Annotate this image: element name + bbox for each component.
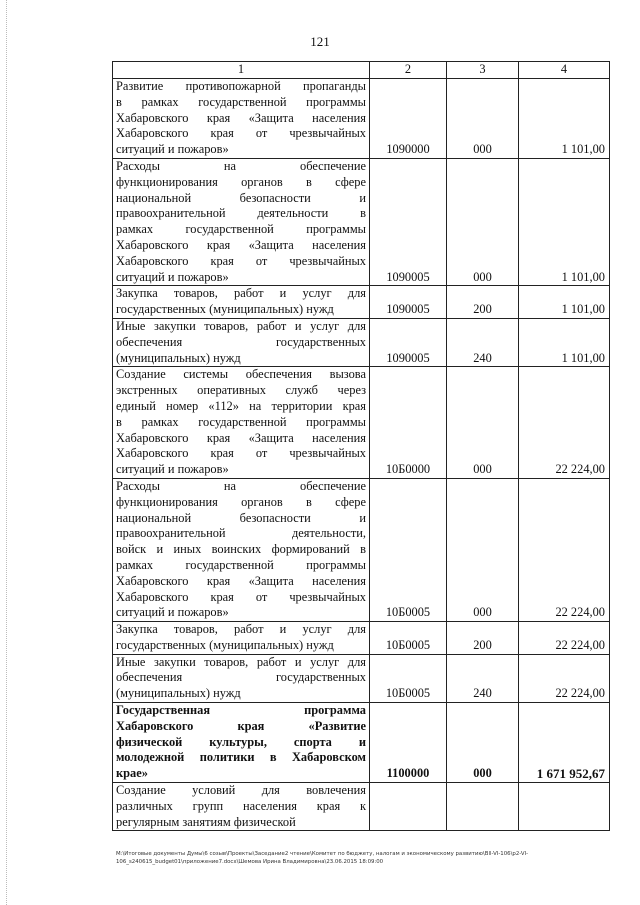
row-expense-type: 240 bbox=[447, 654, 519, 702]
table-header-row bbox=[113, 62, 610, 79]
column-header-1: 1 bbox=[113, 62, 370, 79]
description-line: войск и иных воинских формирований в bbox=[116, 542, 366, 557]
description-line: Хабаровского края от чрезвычайных bbox=[116, 253, 366, 268]
description-line: Расходы на обеспечение bbox=[116, 158, 366, 173]
row-code: 10Б0000 bbox=[370, 367, 447, 479]
description-line: (муниципальных) нужд bbox=[116, 686, 241, 701]
description-line: национальной безопасности и bbox=[116, 510, 366, 525]
table-row bbox=[113, 79, 610, 159]
description-line: ситуаций и пожаров» bbox=[116, 462, 229, 477]
file-path-footer bbox=[116, 850, 616, 866]
table-row bbox=[113, 703, 610, 783]
row-description bbox=[113, 286, 370, 319]
row-amount: 1 101,00 bbox=[519, 318, 610, 366]
table-row bbox=[113, 478, 610, 621]
description-line: государственных (муниципальных) нужд bbox=[116, 302, 334, 317]
description-line: Создание системы обеспечения вызова bbox=[116, 367, 366, 382]
row-description bbox=[113, 318, 370, 366]
budget-table bbox=[112, 61, 610, 831]
row-code: 10Б0005 bbox=[370, 654, 447, 702]
row-expense-type: 240 bbox=[447, 318, 519, 366]
row-code: 1100000 bbox=[370, 703, 447, 783]
description-line: национальной безопасности и bbox=[116, 190, 366, 205]
column-header-3: 3 bbox=[447, 62, 519, 79]
description-line: Хабаровского края от чрезвычайных bbox=[116, 446, 366, 461]
scan-margin-line bbox=[6, 0, 7, 905]
table-row bbox=[113, 318, 610, 366]
row-expense-type: 200 bbox=[447, 286, 519, 319]
description-line: Государственная программа bbox=[116, 703, 366, 718]
description-line: Иные закупки товаров, работ и услуг для bbox=[116, 654, 366, 669]
description-line: крае» bbox=[116, 766, 148, 781]
row-amount: 1 101,00 bbox=[519, 286, 610, 319]
row-code: 10Б0005 bbox=[370, 478, 447, 621]
description-line: Хабаровского края «Защита населения bbox=[116, 430, 366, 445]
description-line: функционирования органов в сфере bbox=[116, 494, 366, 509]
row-expense-type: 000 bbox=[447, 367, 519, 479]
table-row bbox=[113, 286, 610, 319]
description-line: правоохранительной деятельности, bbox=[116, 526, 366, 541]
table-row bbox=[113, 783, 610, 831]
row-amount: 1 101,00 bbox=[519, 79, 610, 159]
row-expense-type: 000 bbox=[447, 478, 519, 621]
description-line: (муниципальных) нужд bbox=[116, 350, 241, 365]
row-code: 1090005 bbox=[370, 158, 447, 285]
description-line: молодежной политики в Хабаровском bbox=[116, 750, 366, 765]
column-header-4: 4 bbox=[519, 62, 610, 79]
row-description bbox=[113, 367, 370, 479]
description-line: Хабаровского края «Защита населения bbox=[116, 110, 366, 125]
description-line: ситуаций и пожаров» bbox=[116, 269, 229, 284]
description-line: ситуаций и пожаров» bbox=[116, 605, 229, 620]
description-line: Хабаровского края «Развитие bbox=[116, 718, 366, 733]
description-line: в рамках государственной программы bbox=[116, 414, 366, 429]
budget-table-body bbox=[113, 62, 610, 831]
row-description bbox=[113, 654, 370, 702]
table-row bbox=[113, 622, 610, 655]
description-line: ситуаций и пожаров» bbox=[116, 142, 229, 157]
row-expense-type: 000 bbox=[447, 703, 519, 783]
description-line: обеспечения государственных bbox=[116, 334, 366, 349]
description-line: регулярным занятиям физической bbox=[116, 814, 296, 829]
description-line: Развитие противопожарной пропаганды bbox=[116, 79, 366, 93]
description-line: правоохранительной деятельности в bbox=[116, 206, 366, 221]
row-amount: 1 101,00 bbox=[519, 158, 610, 285]
description-line: обеспечения государственных bbox=[116, 670, 366, 685]
row-code: 1090005 bbox=[370, 286, 447, 319]
description-line: Иные закупки товаров, работ и услуг для bbox=[116, 318, 366, 333]
row-code: 10Б0005 bbox=[370, 622, 447, 655]
row-code: 1090000 bbox=[370, 79, 447, 159]
row-code bbox=[370, 783, 447, 831]
row-description bbox=[113, 703, 370, 783]
description-line: рамках государственной программы bbox=[116, 222, 366, 237]
description-line: экстренных оперативных служб через bbox=[116, 383, 366, 398]
description-line: функционирования органов в сфере bbox=[116, 174, 366, 189]
row-expense-type: 000 bbox=[447, 79, 519, 159]
row-expense-type: 200 bbox=[447, 622, 519, 655]
row-amount bbox=[519, 783, 610, 831]
row-code: 1090005 bbox=[370, 318, 447, 366]
description-line: рамках государственной программы bbox=[116, 557, 366, 572]
row-description bbox=[113, 622, 370, 655]
footer-line-2: 106_s240615_budget01\приложение7.docx\Шемова Ирина Владимировна\23.06.2015 18:09:00 bbox=[116, 859, 384, 865]
row-description bbox=[113, 478, 370, 621]
description-line: различных групп населения края к bbox=[116, 798, 366, 813]
table-row bbox=[113, 654, 610, 702]
row-amount: 22 224,00 bbox=[519, 367, 610, 479]
row-amount: 22 224,00 bbox=[519, 478, 610, 621]
description-line: единый номер «112» на территории края bbox=[116, 398, 366, 413]
row-description bbox=[113, 158, 370, 285]
table-row bbox=[113, 158, 610, 285]
column-header-2: 2 bbox=[370, 62, 447, 79]
row-amount: 1 671 952,67 bbox=[519, 703, 610, 783]
description-line: Закупка товаров, работ и услуг для bbox=[116, 622, 366, 637]
description-line: Хабаровского края от чрезвычайных bbox=[116, 126, 366, 141]
row-expense-type: 000 bbox=[447, 158, 519, 285]
description-line: Хабаровского края «Защита населения bbox=[116, 237, 366, 252]
row-description bbox=[113, 783, 370, 831]
description-line: в рамках государственной программы bbox=[116, 94, 366, 109]
description-line: государственных (муниципальных) нужд bbox=[116, 637, 334, 652]
table-row bbox=[113, 367, 610, 479]
row-amount: 22 224,00 bbox=[519, 622, 610, 655]
description-line: Хабаровского края от чрезвычайных bbox=[116, 589, 366, 604]
description-line: физической культуры, спорта и bbox=[116, 734, 366, 749]
description-line: Создание условий для вовлечения bbox=[116, 783, 366, 798]
description-line: Закупка товаров, работ и услуг для bbox=[116, 286, 366, 301]
row-amount: 22 224,00 bbox=[519, 654, 610, 702]
footer-line-1: M:\Итоговые документы Думы\6 созыв\Проекты\Заседание2 чтение\Комитет по бюджету, налогам и экономическому развитию\Bll-VI-106\p2-VI- bbox=[116, 851, 529, 857]
row-description bbox=[113, 79, 370, 159]
description-line: Расходы на обеспечение bbox=[116, 478, 366, 493]
description-line: Хабаровского края «Защита населения bbox=[116, 573, 366, 588]
page-number: 121 bbox=[310, 34, 330, 49]
row-expense-type bbox=[447, 783, 519, 831]
